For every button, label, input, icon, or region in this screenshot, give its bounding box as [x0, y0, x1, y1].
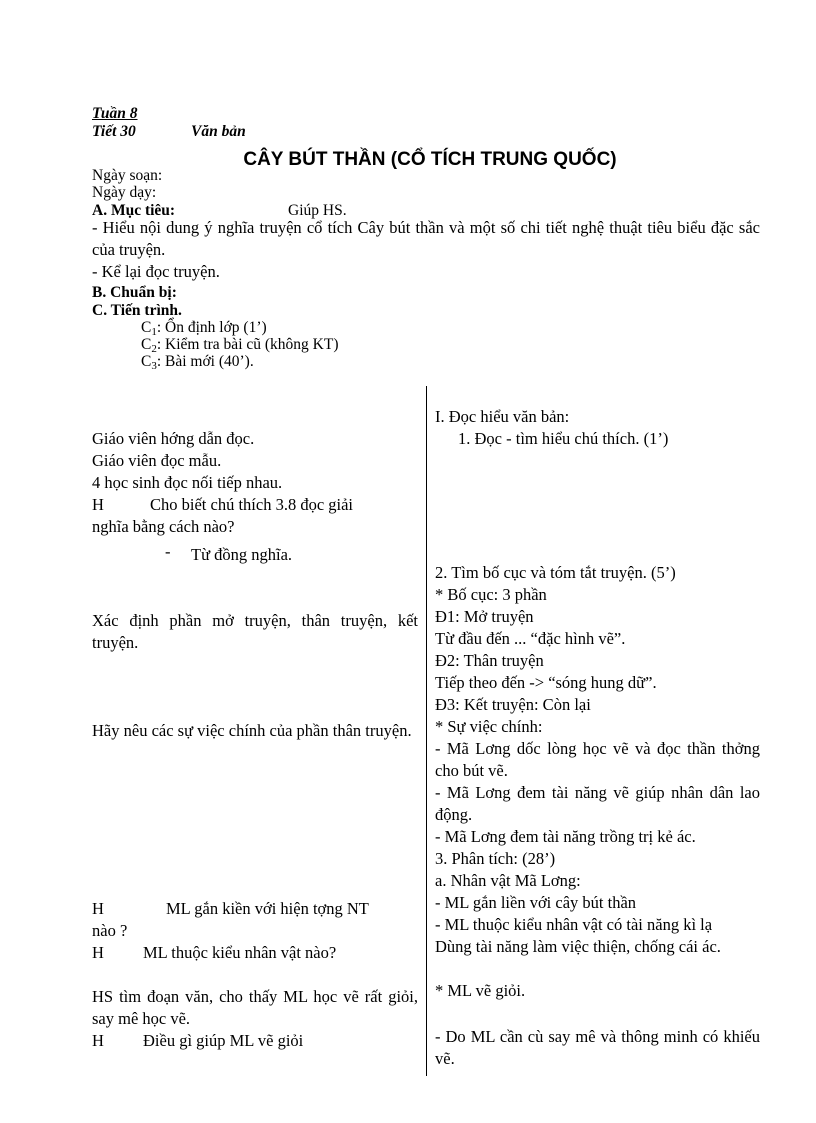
question-marker: H [92, 495, 104, 514]
section-a-heading: A. Mục tiêu: [92, 202, 176, 219]
week-label: Tuần 8 [92, 105, 138, 122]
right-line: Đ3: Kết truyện: Còn lại [435, 695, 591, 714]
section-b-heading: B. Chuẩn bị: [92, 284, 177, 301]
left-line: Giáo viên đọc mẫu. [92, 451, 222, 470]
left-line: Giáo viên hớng dẫn đọc. [92, 429, 255, 448]
left-line: 4 học sinh đọc nối tiếp nhau. [92, 473, 283, 492]
question-text-cont: nào ? [92, 921, 128, 940]
right-line: * Sự việc chính: [435, 717, 543, 736]
step-1: $C_1$: Ổn định lớp (1’) [141, 319, 267, 338]
right-paragraph: - Mã Lơng đem tài năng vẽ giúp nhân dân lao động. [435, 783, 760, 824]
question-text-cont: nghĩa bằng cách nào? [92, 517, 235, 536]
objective-line-2: - Kể lại đọc truyện. [92, 262, 220, 281]
right-line: * ML vẽ giỏi. [435, 981, 526, 1000]
right-line: - Mã Lơng đem tài năng trồng trị kẻ ác. [435, 827, 696, 846]
lesson-number: Tiết 30 [92, 123, 136, 140]
task-text: Xác định phần mở truyện, thân truyện, kết truyện. [92, 611, 418, 652]
task-text: HS tìm đoạn văn, cho thấy ML học vẽ rất giỏi, say mê học vẽ. [92, 987, 418, 1028]
right-paragraph: Dùng tài năng làm việc thiện, chống cái ác. [435, 937, 721, 956]
question-text: ML thuộc kiểu nhân vật nào? [143, 943, 337, 962]
step-2: $C_2$: Kiểm tra bài cũ (không KT) [141, 336, 339, 355]
section-c-heading: C. Tiến trình. [92, 302, 182, 319]
right-line: 1. Đọc - tìm hiểu chú thích. (1’) [458, 429, 669, 448]
question-marker: H [92, 943, 104, 962]
right-line: Đ1: Mở truyện [435, 607, 534, 626]
right-line: a. Nhân vật Mã Lơng: [435, 871, 581, 890]
date-prepared: Ngày soạn: [92, 167, 163, 184]
right-line: Đ2: Thân truyện [435, 651, 544, 670]
task-text: Hãy nêu các sự việc chính của phần thân truyện. [92, 721, 412, 740]
right-line: Từ đầu đến ... “đặc hình vẽ”. [435, 629, 626, 648]
right-line: * Bố cục: 3 phần [435, 585, 547, 604]
genre-label: Văn bản [191, 123, 246, 140]
question-text: ML gắn kiền với hiện tợng NT [166, 899, 369, 918]
section-a-note: Giúp HS. [288, 202, 347, 219]
answer-text: Từ đồng nghĩa. [191, 545, 293, 564]
question-text: Điều gì giúp ML vẽ giỏi [143, 1031, 304, 1050]
right-paragraph: - Do ML cần cù say mê và thông minh có khiếu vẽ. [435, 1027, 760, 1068]
right-line: I. Đọc hiểu văn bản: [435, 407, 570, 426]
question-text: Cho biết chú thích 3.8 đọc giải [150, 495, 354, 514]
objective-line-1: - Hiểu nội dung ý nghĩa truyện cổ tích Cây bút thần và một số chi tiết nghệ thuật tiêu biểu đặc sắc của truyện. [92, 218, 760, 259]
right-line: 2. Tìm bố cục và tóm tắt truyện. (5’) [435, 563, 676, 582]
question-marker: H [92, 1031, 104, 1050]
right-line: Tiếp theo đến -> “sóng hung dữ”. [435, 673, 657, 692]
column-divider [426, 386, 427, 1076]
date-taught: Ngày dạy: [92, 184, 157, 201]
question-marker: H [92, 899, 104, 918]
right-paragraph: - Mã Lơng dốc lòng học vẽ và đọc thần thởng cho bút vẽ. [435, 739, 760, 780]
dash-bullet: - [165, 542, 171, 561]
right-line: - ML thuộc kiểu nhân vật có tài năng kì lạ [435, 915, 713, 934]
page-title: CÂY BÚT THẦN (CỔ TÍCH TRUNG QUỐC) [243, 149, 617, 170]
right-line: - ML gắn liền với cây bút thần [435, 893, 637, 912]
right-line: 3. Phân tích: (28’) [435, 849, 556, 868]
step-3: $C_3$: Bài mới (40’). [141, 353, 254, 372]
